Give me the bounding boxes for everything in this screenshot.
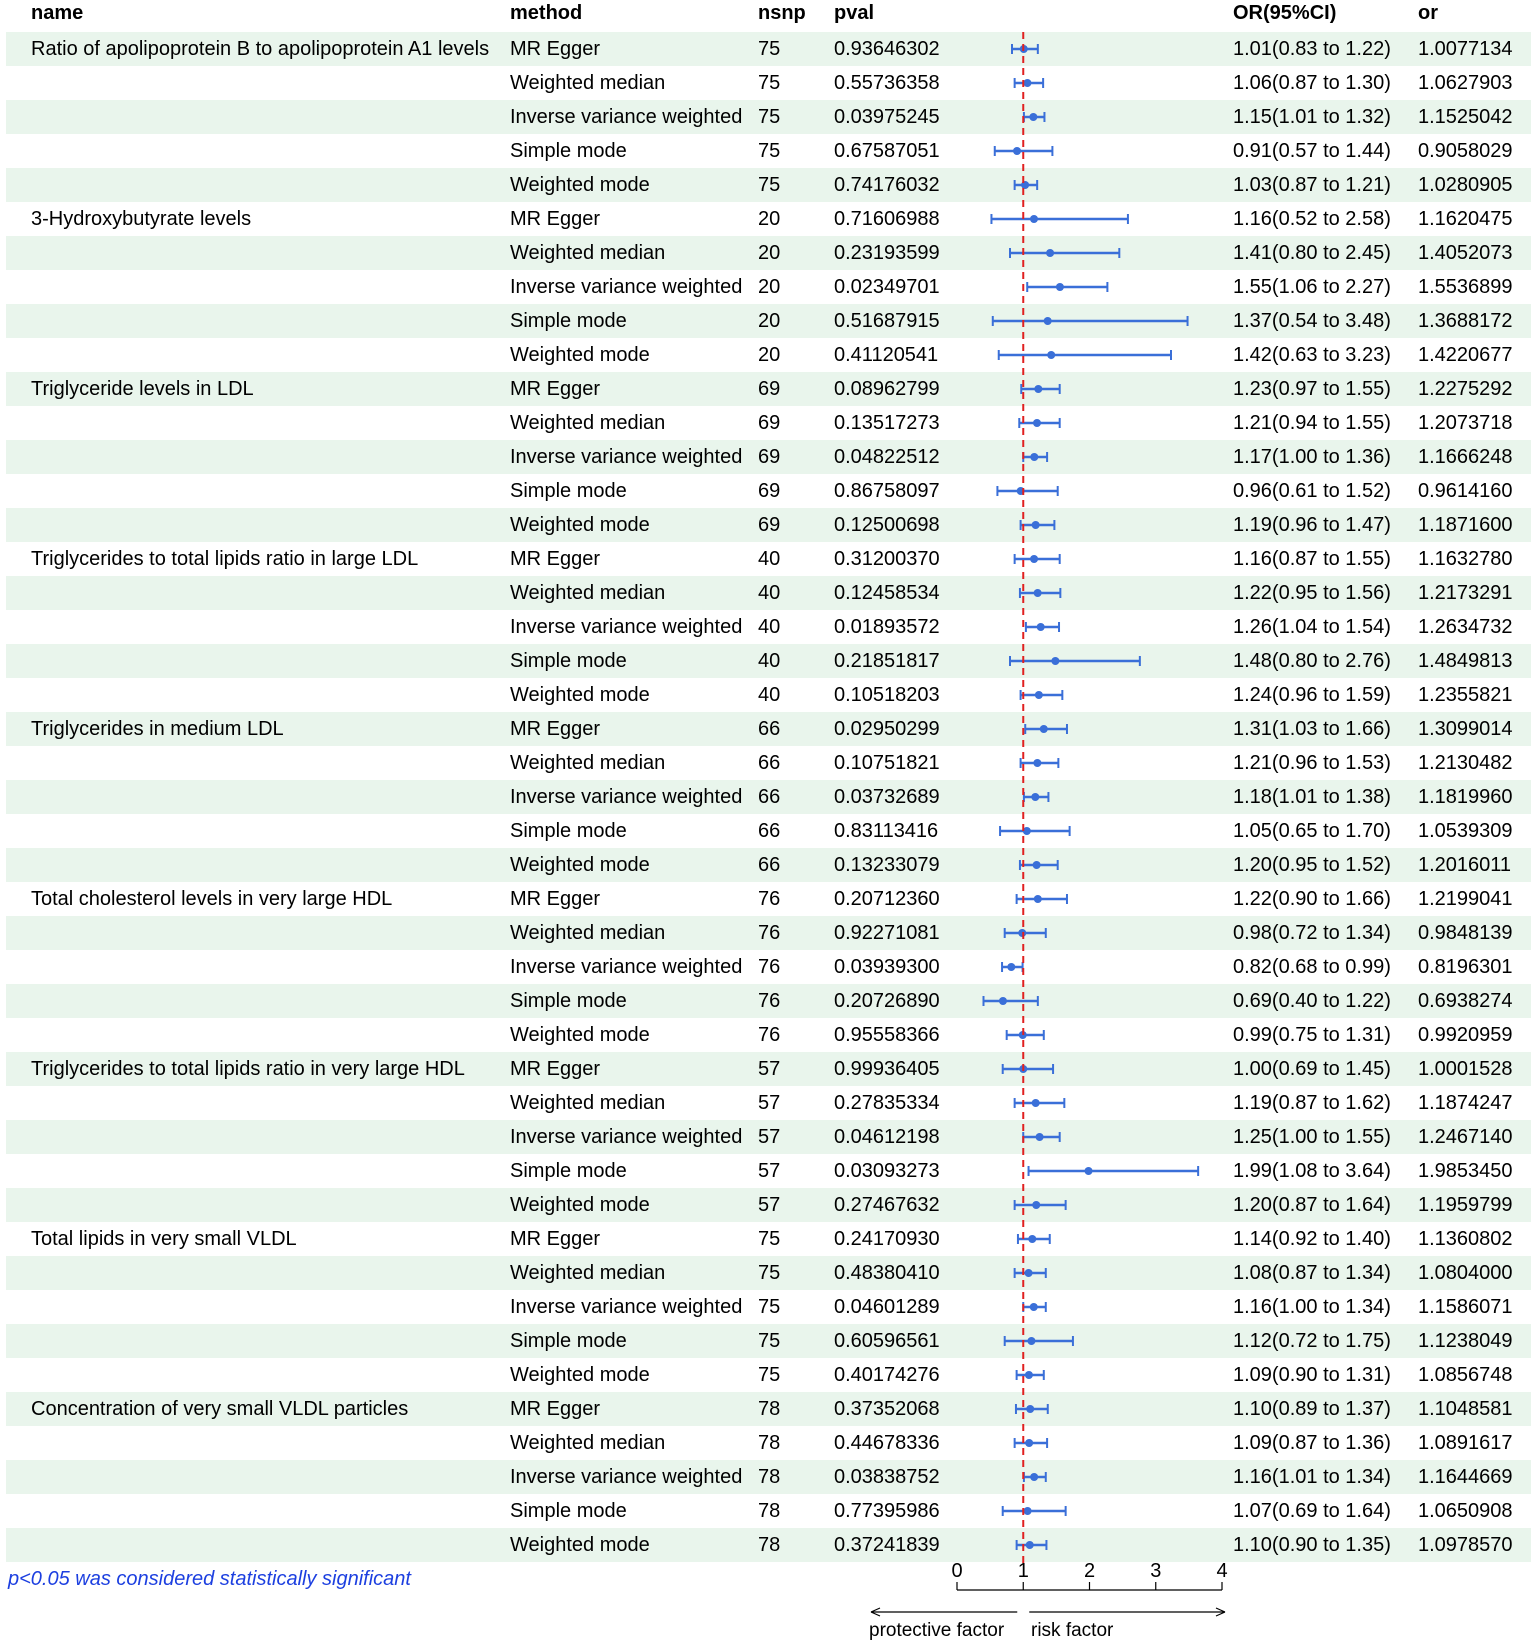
or-point xyxy=(1024,1507,1032,1515)
cell-method: Weighted mode xyxy=(510,1024,650,1046)
or-point xyxy=(1044,317,1052,325)
cell-nsnp: 75 xyxy=(758,1228,781,1250)
or-point xyxy=(1018,929,1026,937)
cell-pval: 0.03732689 xyxy=(834,786,940,808)
cell-nsnp: 69 xyxy=(758,412,781,434)
cell-nsnp: 78 xyxy=(758,1432,781,1454)
cell-pval: 0.20726890 xyxy=(834,990,940,1012)
cell-or: 1.2634732 xyxy=(1418,616,1513,638)
cell-nsnp: 57 xyxy=(758,1092,781,1114)
or-point xyxy=(1037,623,1045,631)
cell-or-ci: 1.14(0.92 to 1.40) xyxy=(1233,1228,1391,1250)
x-tick-label: 2 xyxy=(1083,1560,1096,1582)
cell-method: MR Egger xyxy=(510,1058,601,1080)
x-tick-label: 0 xyxy=(951,1560,963,1582)
cell-or: 0.9920959 xyxy=(1418,1024,1513,1046)
cell-or: 1.2073718 xyxy=(1418,412,1513,434)
cell-or: 1.1874247 xyxy=(1418,1092,1513,1114)
cell-pval: 0.37241839 xyxy=(834,1534,940,1556)
cell-or-ci: 1.23(0.97 to 1.55) xyxy=(1233,378,1391,400)
cell-or-ci: 1.08(0.87 to 1.34) xyxy=(1233,1262,1391,1284)
cell-method: Inverse variance weighted xyxy=(510,446,743,468)
cell-nsnp: 78 xyxy=(758,1398,781,1420)
cell-or: 1.1586071 xyxy=(1418,1296,1513,1318)
or-point xyxy=(1056,283,1064,291)
cell-nsnp: 66 xyxy=(758,854,781,876)
cell-nsnp: 75 xyxy=(758,1296,781,1318)
or-point xyxy=(1047,351,1055,359)
cell-method: Weighted median xyxy=(510,752,666,774)
cell-nsnp: 75 xyxy=(758,38,781,60)
or-point xyxy=(1033,861,1041,869)
or-point xyxy=(1025,1269,1033,1277)
cell-pval: 0.23193599 xyxy=(834,242,940,264)
or-point xyxy=(1025,1439,1033,1447)
risk-factor-label: risk factor xyxy=(1031,1620,1114,1641)
cell-nsnp: 40 xyxy=(758,684,781,706)
cell-pval: 0.31200370 xyxy=(834,548,940,570)
cell-nsnp: 57 xyxy=(758,1194,781,1216)
cell-or: 1.0891617 xyxy=(1418,1432,1513,1454)
header-nsnp: nsnp xyxy=(758,2,806,24)
or-point xyxy=(1007,963,1015,971)
cell-pval: 0.51687915 xyxy=(834,310,940,332)
cell-name: Triglycerides to total lipids ratio in very large HDL xyxy=(31,1058,465,1080)
cell-pval: 0.04601289 xyxy=(834,1296,940,1318)
cell-method: MR Egger xyxy=(510,38,601,60)
cell-method: Weighted mode xyxy=(510,1194,650,1216)
cell-or-ci: 1.19(0.87 to 1.62) xyxy=(1233,1092,1391,1114)
cell-or: 0.9848139 xyxy=(1418,922,1513,944)
cell-or-ci: 1.09(0.90 to 1.31) xyxy=(1233,1364,1391,1386)
cell-nsnp: 40 xyxy=(758,582,781,604)
cell-or: 1.2173291 xyxy=(1418,582,1513,604)
x-tick-label: 4 xyxy=(1216,1560,1228,1582)
cell-or-ci: 1.31(1.03 to 1.66) xyxy=(1233,718,1391,740)
cell-or-ci: 1.18(1.01 to 1.38) xyxy=(1233,786,1391,808)
cell-method: MR Egger xyxy=(510,1228,601,1250)
cell-name: Total lipids in very small VLDL xyxy=(31,1228,297,1250)
cell-pval: 0.74176032 xyxy=(834,174,940,196)
or-point xyxy=(1031,793,1039,801)
cell-or-ci: 1.17(1.00 to 1.36) xyxy=(1233,446,1391,468)
cell-or: 1.4052073 xyxy=(1418,242,1513,264)
cell-or-ci: 1.09(0.87 to 1.36) xyxy=(1233,1432,1391,1454)
cell-method: Weighted median xyxy=(510,922,666,944)
cell-or-ci: 1.37(0.54 to 3.48) xyxy=(1233,310,1391,332)
cell-or: 0.9058029 xyxy=(1418,140,1513,162)
cell-pval: 0.10518203 xyxy=(834,684,940,706)
cell-method: MR Egger xyxy=(510,378,601,400)
or-point xyxy=(1046,249,1054,257)
or-point xyxy=(1085,1167,1093,1175)
cell-or: 1.0001528 xyxy=(1418,1058,1513,1080)
cell-or: 0.6938274 xyxy=(1418,990,1513,1012)
cell-pval: 0.71606988 xyxy=(834,208,940,230)
cell-or-ci: 1.15(1.01 to 1.32) xyxy=(1233,106,1391,128)
cell-nsnp: 20 xyxy=(758,208,781,230)
cell-pval: 0.04612198 xyxy=(834,1126,940,1148)
cell-nsnp: 78 xyxy=(758,1534,781,1556)
cell-pval: 0.41120541 xyxy=(834,344,939,366)
cell-nsnp: 69 xyxy=(758,480,781,502)
cell-or-ci: 1.48(0.80 to 2.76) xyxy=(1233,650,1391,672)
cell-or-ci: 1.06(0.87 to 1.30) xyxy=(1233,72,1391,94)
cell-nsnp: 75 xyxy=(758,1330,781,1352)
cell-pval: 0.99936405 xyxy=(834,1058,940,1080)
cell-or: 1.0804000 xyxy=(1418,1262,1513,1284)
or-point xyxy=(999,997,1007,1005)
cell-pval: 0.24170930 xyxy=(834,1228,940,1250)
cell-pval: 0.86758097 xyxy=(834,480,940,502)
x-tick-label: 3 xyxy=(1150,1560,1162,1582)
or-point xyxy=(1026,1541,1034,1549)
cell-nsnp: 66 xyxy=(758,786,781,808)
cell-nsnp: 75 xyxy=(758,1364,781,1386)
cell-pval: 0.03838752 xyxy=(834,1466,940,1488)
or-point xyxy=(1030,453,1038,461)
cell-or-ci: 1.07(0.69 to 1.64) xyxy=(1233,1500,1391,1522)
cell-or-ci: 1.55(1.06 to 2.27) xyxy=(1233,276,1391,298)
cell-or: 1.1819960 xyxy=(1418,786,1513,808)
cell-or: 1.9853450 xyxy=(1418,1160,1513,1182)
cell-nsnp: 75 xyxy=(758,174,781,196)
or-point xyxy=(1034,589,1042,597)
cell-method: Weighted median xyxy=(510,242,666,264)
cell-pval: 0.08962799 xyxy=(834,378,940,400)
cell-nsnp: 76 xyxy=(758,990,781,1012)
cell-or: 1.4220677 xyxy=(1418,344,1513,366)
cell-pval: 0.03093273 xyxy=(834,1160,940,1182)
cell-or-ci: 0.69(0.40 to 1.22) xyxy=(1233,990,1391,1012)
cell-pval: 0.48380410 xyxy=(834,1262,940,1284)
cell-or: 1.1048581 xyxy=(1418,1398,1513,1420)
cell-or-ci: 1.01(0.83 to 1.22) xyxy=(1233,38,1391,60)
cell-method: Weighted mode xyxy=(510,1534,650,1556)
cell-or: 1.3688172 xyxy=(1418,310,1513,332)
cell-nsnp: 76 xyxy=(758,922,781,944)
cell-name: Triglycerides to total lipids ratio in large LDL xyxy=(31,548,419,570)
or-point xyxy=(1032,521,1040,529)
cell-or-ci: 1.10(0.89 to 1.37) xyxy=(1233,1398,1391,1420)
cell-or: 1.2355821 xyxy=(1418,684,1513,706)
cell-nsnp: 78 xyxy=(758,1500,781,1522)
cell-or: 1.1644669 xyxy=(1418,1466,1513,1488)
cell-or-ci: 1.20(0.87 to 1.64) xyxy=(1233,1194,1391,1216)
cell-pval: 0.55736358 xyxy=(834,72,940,94)
cell-name: Total cholesterol levels in very large HDL xyxy=(31,888,393,910)
cell-pval: 0.04822512 xyxy=(834,446,940,468)
cell-or-ci: 1.42(0.63 to 3.23) xyxy=(1233,344,1391,366)
header-or-ci: OR(95%CI) xyxy=(1233,2,1337,24)
or-point xyxy=(1033,759,1041,767)
cell-pval: 0.21851817 xyxy=(834,650,940,672)
cell-method: Weighted median xyxy=(510,1432,666,1454)
cell-method: MR Egger xyxy=(510,718,601,740)
or-point xyxy=(1033,419,1041,427)
cell-nsnp: 20 xyxy=(758,344,781,366)
cell-method: Inverse variance weighted xyxy=(510,616,743,638)
header-pval: pval xyxy=(834,2,875,24)
cell-pval: 0.13517273 xyxy=(834,412,940,434)
cell-method: Simple mode xyxy=(510,480,627,502)
or-point xyxy=(1034,385,1042,393)
cell-or: 1.0650908 xyxy=(1418,1500,1513,1522)
cell-nsnp: 40 xyxy=(758,548,781,570)
cell-or-ci: 1.16(1.01 to 1.34) xyxy=(1233,1466,1391,1488)
cell-or-ci: 1.16(1.00 to 1.34) xyxy=(1233,1296,1391,1318)
cell-or: 1.0856748 xyxy=(1418,1364,1513,1386)
cell-method: Weighted median xyxy=(510,1262,666,1284)
or-point xyxy=(1032,1099,1040,1107)
cell-method: Inverse variance weighted xyxy=(510,1126,743,1148)
cell-or: 1.1666248 xyxy=(1418,446,1513,468)
cell-method: Weighted mode xyxy=(510,344,650,366)
or-point xyxy=(1032,1201,1040,1209)
cell-nsnp: 78 xyxy=(758,1466,781,1488)
cell-pval: 0.37352068 xyxy=(834,1398,940,1420)
cell-method: Simple mode xyxy=(510,310,627,332)
cell-method: Weighted mode xyxy=(510,854,650,876)
cell-pval: 0.10751821 xyxy=(834,752,940,774)
cell-pval: 0.20712360 xyxy=(834,888,940,910)
or-point xyxy=(1030,555,1038,563)
cell-nsnp: 75 xyxy=(758,106,781,128)
cell-nsnp: 20 xyxy=(758,242,781,264)
cell-or: 1.1632780 xyxy=(1418,548,1513,570)
cell-or-ci: 1.22(0.95 to 1.56) xyxy=(1233,582,1391,604)
cell-method: Weighted mode xyxy=(510,684,650,706)
cell-pval: 0.27467632 xyxy=(834,1194,940,1216)
cell-method: Simple mode xyxy=(510,1500,627,1522)
cell-or-ci: 0.91(0.57 to 1.44) xyxy=(1233,140,1391,162)
cell-method: MR Egger xyxy=(510,888,601,910)
cell-pval: 0.03975245 xyxy=(834,106,940,128)
cell-nsnp: 57 xyxy=(758,1058,781,1080)
cell-or: 1.0539309 xyxy=(1418,820,1513,842)
cell-nsnp: 69 xyxy=(758,446,781,468)
cell-pval: 0.44678336 xyxy=(834,1432,940,1454)
cell-or-ci: 1.22(0.90 to 1.66) xyxy=(1233,888,1391,910)
cell-or-ci: 1.12(0.72 to 1.75) xyxy=(1233,1330,1391,1352)
cell-pval: 0.67587051 xyxy=(834,140,940,162)
cell-or: 1.2016011 xyxy=(1418,854,1512,876)
cell-or-ci: 1.00(0.69 to 1.45) xyxy=(1233,1058,1391,1080)
or-point xyxy=(1040,725,1048,733)
or-point xyxy=(1025,1371,1033,1379)
cell-or-ci: 1.21(0.96 to 1.53) xyxy=(1233,752,1391,774)
or-point xyxy=(1034,895,1042,903)
cell-or: 1.1525042 xyxy=(1418,106,1513,128)
cell-nsnp: 40 xyxy=(758,650,781,672)
cell-pval: 0.60596561 xyxy=(834,1330,940,1352)
cell-nsnp: 57 xyxy=(758,1160,781,1182)
significance-footnote: p<0.05 was considered statistically significant xyxy=(8,1568,411,1590)
cell-method: Simple mode xyxy=(510,1330,627,1352)
x-tick-label: 1 xyxy=(1017,1560,1029,1582)
cell-or: 1.0280905 xyxy=(1418,174,1513,196)
cell-method: Simple mode xyxy=(510,650,627,672)
cell-or: 1.1871600 xyxy=(1418,514,1513,536)
cell-or-ci: 1.25(1.00 to 1.55) xyxy=(1233,1126,1391,1148)
cell-pval: 0.40174276 xyxy=(834,1364,940,1386)
cell-nsnp: 69 xyxy=(758,378,781,400)
cell-method: MR Egger xyxy=(510,208,601,230)
cell-or: 1.2467140 xyxy=(1418,1126,1513,1148)
or-point xyxy=(1026,1405,1034,1413)
cell-nsnp: 75 xyxy=(758,1262,781,1284)
cell-name: 3-Hydroxybutyrate levels xyxy=(31,208,252,230)
or-point xyxy=(1051,657,1059,665)
or-point xyxy=(1030,215,1038,223)
cell-pval: 0.12458534 xyxy=(834,582,940,604)
cell-nsnp: 66 xyxy=(758,820,781,842)
cell-method: Weighted median xyxy=(510,412,666,434)
cell-pval: 0.77395986 xyxy=(834,1500,940,1522)
header-method: method xyxy=(510,2,583,24)
cell-or-ci: 1.20(0.95 to 1.52) xyxy=(1233,854,1391,876)
cell-or: 1.0978570 xyxy=(1418,1534,1513,1556)
cell-method: Inverse variance weighted xyxy=(510,106,743,128)
cell-nsnp: 69 xyxy=(758,514,781,536)
cell-nsnp: 20 xyxy=(758,310,781,332)
cell-or: 0.8196301 xyxy=(1418,956,1513,978)
cell-method: Simple mode xyxy=(510,820,627,842)
cell-method: Inverse variance weighted xyxy=(510,786,743,808)
cell-or-ci: 0.99(0.75 to 1.31) xyxy=(1233,1024,1391,1046)
cell-method: Inverse variance weighted xyxy=(510,1296,743,1318)
cell-pval: 0.83113416 xyxy=(834,820,939,842)
cell-or: 1.4849813 xyxy=(1418,650,1513,672)
cell-nsnp: 40 xyxy=(758,616,781,638)
cell-name: Concentration of very small VLDL particles xyxy=(31,1398,409,1420)
or-point xyxy=(1029,113,1037,121)
cell-method: Simple mode xyxy=(510,990,627,1012)
cell-or-ci: 1.16(0.87 to 1.55) xyxy=(1233,548,1391,570)
cell-pval: 0.03939300 xyxy=(834,956,940,978)
cell-name: Ratio of apolipoprotein B to apolipoprotein A1 levels xyxy=(31,38,490,60)
cell-nsnp: 75 xyxy=(758,140,781,162)
cell-or: 1.1360802 xyxy=(1418,1228,1513,1250)
cell-pval: 0.13233079 xyxy=(834,854,940,876)
cell-method: Inverse variance weighted xyxy=(510,1466,743,1488)
cell-method: Weighted mode xyxy=(510,174,650,196)
cell-or: 1.2199041 xyxy=(1418,888,1513,910)
or-point xyxy=(1027,1337,1035,1345)
cell-or-ci: 1.05(0.65 to 1.70) xyxy=(1233,820,1391,842)
cell-or-ci: 0.82(0.68 to 0.99) xyxy=(1233,956,1391,978)
cell-nsnp: 20 xyxy=(758,276,781,298)
cell-method: Weighted median xyxy=(510,1092,666,1114)
cell-or-ci: 1.41(0.80 to 2.45) xyxy=(1233,242,1391,264)
cell-pval: 0.93646302 xyxy=(834,38,940,60)
or-point xyxy=(1023,79,1031,87)
header-or: or xyxy=(1418,2,1438,24)
cell-pval: 0.12500698 xyxy=(834,514,940,536)
cell-or: 0.9614160 xyxy=(1418,480,1513,502)
cell-method: MR Egger xyxy=(510,1398,601,1420)
cell-or: 1.3099014 xyxy=(1418,718,1513,740)
cell-or-ci: 1.24(0.96 to 1.59) xyxy=(1233,684,1391,706)
cell-method: Weighted mode xyxy=(510,1364,650,1386)
cell-or: 1.1620475 xyxy=(1418,208,1513,230)
cell-or: 1.1959799 xyxy=(1418,1194,1513,1216)
cell-method: Inverse variance weighted xyxy=(510,276,743,298)
cell-method: Simple mode xyxy=(510,1160,627,1182)
cell-or: 1.2130482 xyxy=(1418,752,1513,774)
cell-or-ci: 1.03(0.87 to 1.21) xyxy=(1233,174,1391,196)
or-point xyxy=(1030,1303,1038,1311)
cell-or: 1.1238049 xyxy=(1418,1330,1513,1352)
cell-nsnp: 76 xyxy=(758,956,781,978)
cell-pval: 0.01893572 xyxy=(834,616,940,638)
cell-or-ci: 1.26(1.04 to 1.54) xyxy=(1233,616,1391,638)
cell-nsnp: 76 xyxy=(758,888,781,910)
cell-pval: 0.95558366 xyxy=(834,1024,940,1046)
or-point xyxy=(1036,1133,1044,1141)
cell-or-ci: 1.10(0.90 to 1.35) xyxy=(1233,1534,1391,1556)
cell-method: Inverse variance weighted xyxy=(510,956,743,978)
cell-or-ci: 0.96(0.61 to 1.52) xyxy=(1233,480,1391,502)
cell-or-ci: 1.21(0.94 to 1.55) xyxy=(1233,412,1391,434)
cell-pval: 0.27835334 xyxy=(834,1092,940,1114)
cell-name: Triglycerides in medium LDL xyxy=(31,718,284,740)
cell-nsnp: 76 xyxy=(758,1024,781,1046)
cell-method: Weighted mode xyxy=(510,514,650,536)
cell-name: Triglyceride levels in LDL xyxy=(31,378,254,400)
cell-or-ci: 1.19(0.96 to 1.47) xyxy=(1233,514,1391,536)
or-point xyxy=(1028,1235,1036,1243)
or-point xyxy=(1013,147,1021,155)
cell-pval: 0.02950299 xyxy=(834,718,940,740)
cell-or-ci: 0.98(0.72 to 1.34) xyxy=(1233,922,1391,944)
cell-or-ci: 1.99(1.08 to 3.64) xyxy=(1233,1160,1391,1182)
cell-pval: 0.02349701 xyxy=(834,276,940,298)
cell-or: 1.0627903 xyxy=(1418,72,1513,94)
cell-or: 1.2275292 xyxy=(1418,378,1513,400)
protective-factor-label: protective factor xyxy=(869,1620,1005,1641)
cell-nsnp: 75 xyxy=(758,72,781,94)
cell-or-ci: 1.16(0.52 to 2.58) xyxy=(1233,208,1391,230)
cell-nsnp: 66 xyxy=(758,752,781,774)
cell-method: Simple mode xyxy=(510,140,627,162)
cell-nsnp: 57 xyxy=(758,1126,781,1148)
cell-pval: 0.92271081 xyxy=(834,922,940,944)
header-name: name xyxy=(31,2,84,24)
cell-method: Weighted median xyxy=(510,582,666,604)
cell-method: Weighted median xyxy=(510,72,666,94)
cell-or: 1.0077134 xyxy=(1418,38,1513,60)
cell-method: MR Egger xyxy=(510,548,601,570)
or-point xyxy=(1035,691,1043,699)
or-point xyxy=(1030,1473,1038,1481)
cell-or: 1.5536899 xyxy=(1418,276,1513,298)
cell-nsnp: 66 xyxy=(758,718,781,740)
